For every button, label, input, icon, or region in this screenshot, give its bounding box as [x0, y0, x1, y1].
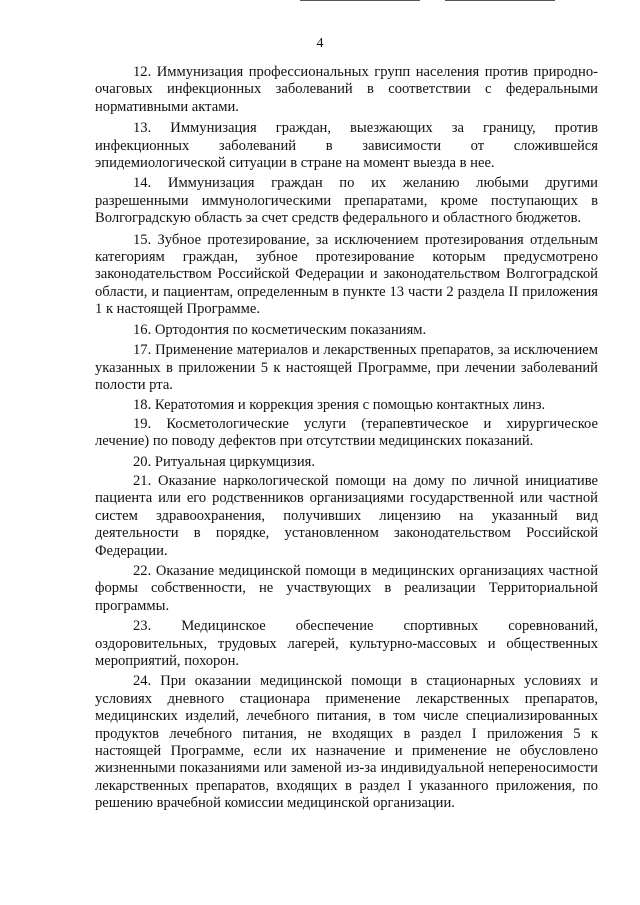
list-item-18: 18. Кератотомия и коррекция зрения с помощью контактных линз. — [133, 397, 546, 414]
list-item-23: 23. Медицинское обеспечение спортивных соревнований, оздоровительных, трудовых лагерей, культурно-массовых и общественных мероприятий, похорон. — [95, 618, 598, 669]
list-item-15: 15. Зубное протезирование, за исключением протезирования отдельным категориям граждан, зубное протезирование которым предусмотрено законодательством Российской Федерации и законодательством Волгоградской области, и пациентам, определенным в пункте 13 части 2 раздела II приложения 1 к настоящей Программе. — [95, 231, 598, 318]
page-number: 4 — [316, 36, 324, 51]
list-item-22: 22. Оказание медицинской помощи в медицинских организациях частной формы собственности, не участвующих в реализации Территориальной программы. — [95, 562, 598, 614]
list-item-20: 20. Ритуальная циркумцизия. — [133, 453, 315, 470]
list-item-17: 17. Применение материалов и лекарственных препаратов, за исключением указанных в приложении 5 к настоящей Программе, при лечении заболеваний полости рта. — [95, 342, 598, 393]
scan-top-edge-line — [300, 0, 420, 1]
list-item-21: 21. Оказание наркологической помощи на дому по личной инициативе пациента или его родственников организациями государственной или частной систем здравоохранения, получивших лицензию на указанный вид деятельности в порядке, установленном законодательством Российской Федерации. — [95, 472, 598, 559]
list-item-13: 13. Иммунизация граждан, выезжающих за границу, против инфекционных заболеваний в зависимости от сложившейся эпидемиологической ситуации в стране на момент выезда в нее. — [95, 120, 598, 172]
document-body — [95, 64, 598, 813]
scan-top-edge-line — [445, 0, 555, 1]
list-item-14: 14. Иммунизация граждан по их желанию любыми другими разрешенными иммунологическими препаратами, кроме поступающих в Волгоградскую область за счет средств федерального и областного бюджетов. — [95, 175, 598, 227]
list-item-24: 24. При оказании медицинской помощи в стационарных условиях и условиях дневного стационара применение лекарственных препаратов, медицинских изделий, лечебного питания, в том числе специализированных продуктов лечебного питания, не входящих в раздел I приложения 5 к настоящей Программе, если их назначение и применение не обусловлено жизненными показаниями или заменой из-за индивидуальной непереносимости лекарственных препаратов, входящих в раздел I указанного приложения, по решению врачебной комиссии медицинской организации. — [95, 673, 598, 812]
list-item-12: 12. Иммунизация профессиональных групп населения против природно-очаговых инфекционных заболеваний в соответствии с федеральными нормативными актами. — [95, 64, 598, 115]
list-item-19: 19. Косметологические услуги (терапевтическое и хирургическое лечение) по поводу дефектов при отсутствии медицинских показаний. — [95, 415, 598, 450]
list-item-16: 16. Ортодонтия по косметическим показаниям. — [133, 321, 427, 338]
